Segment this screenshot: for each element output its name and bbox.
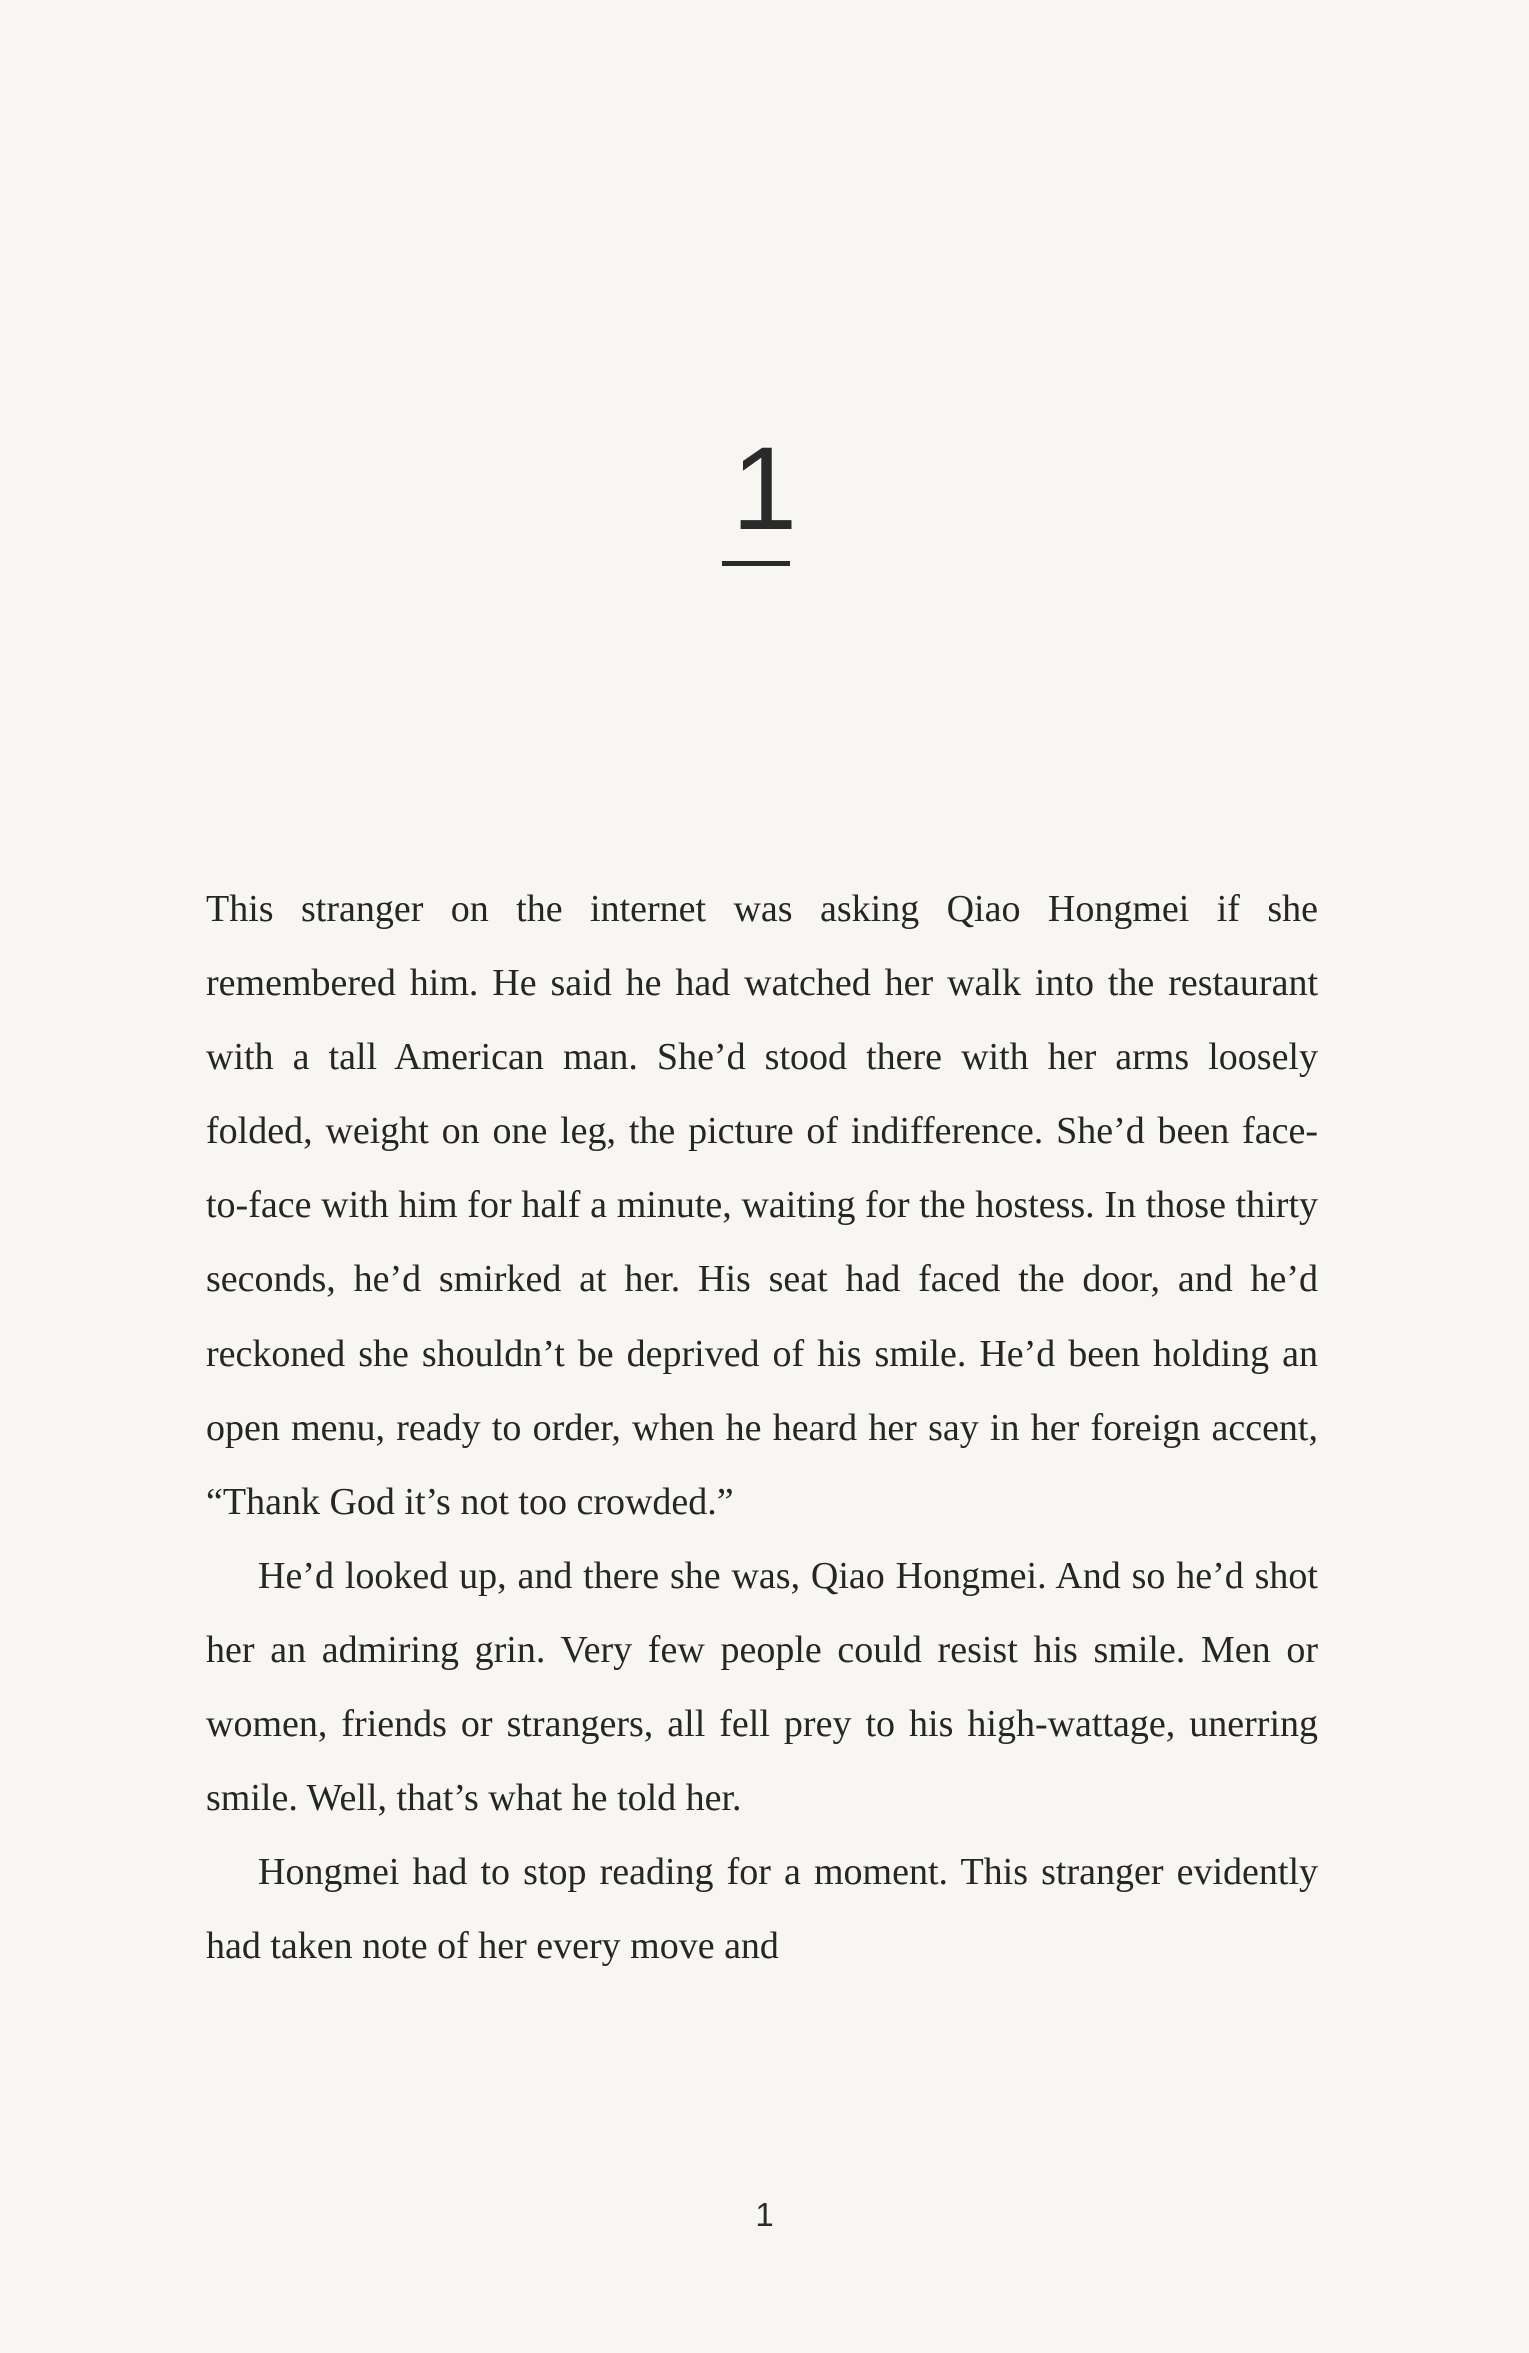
body-text [206,872,1318,1983]
chapter-number: 1 [731,423,798,555]
paragraph-3: Hongmei had to stop reading for a moment. This stranger evidently had taken note of her every move and [206,1851,1318,1968]
chapter-rule [722,561,790,566]
paragraph-2: He’d looked up, and there she was, Qiao Hongmei. And so he’d shot her an admiring grin. Very few people could resist his smile. Men or women, friends or strangers, all fell prey to his high-wattage, unerring smile. Well, that’s what he told her. [206,1554,1318,1820]
page-number: 1 [755,2196,774,2233]
paragraph-1: This stranger on the internet was asking Qiao Hongmei if she remembered him. He said he had watched her walk into the restaurant with a tall American man. She’d stood there with her arms loosely folded, weight on one leg, the picture of indifference. She’d been face-to-face with him for half a minute, waiting for the hostess. In those thirty seconds, he’d smirked at her. His seat had faced the door, and he’d reckoned she shouldn’t be deprived of his smile. He’d been holding an open menu, ready to order, when he heard her say in her foreign accent, “Thank God it’s not too crowded.” [206,888,1318,1523]
